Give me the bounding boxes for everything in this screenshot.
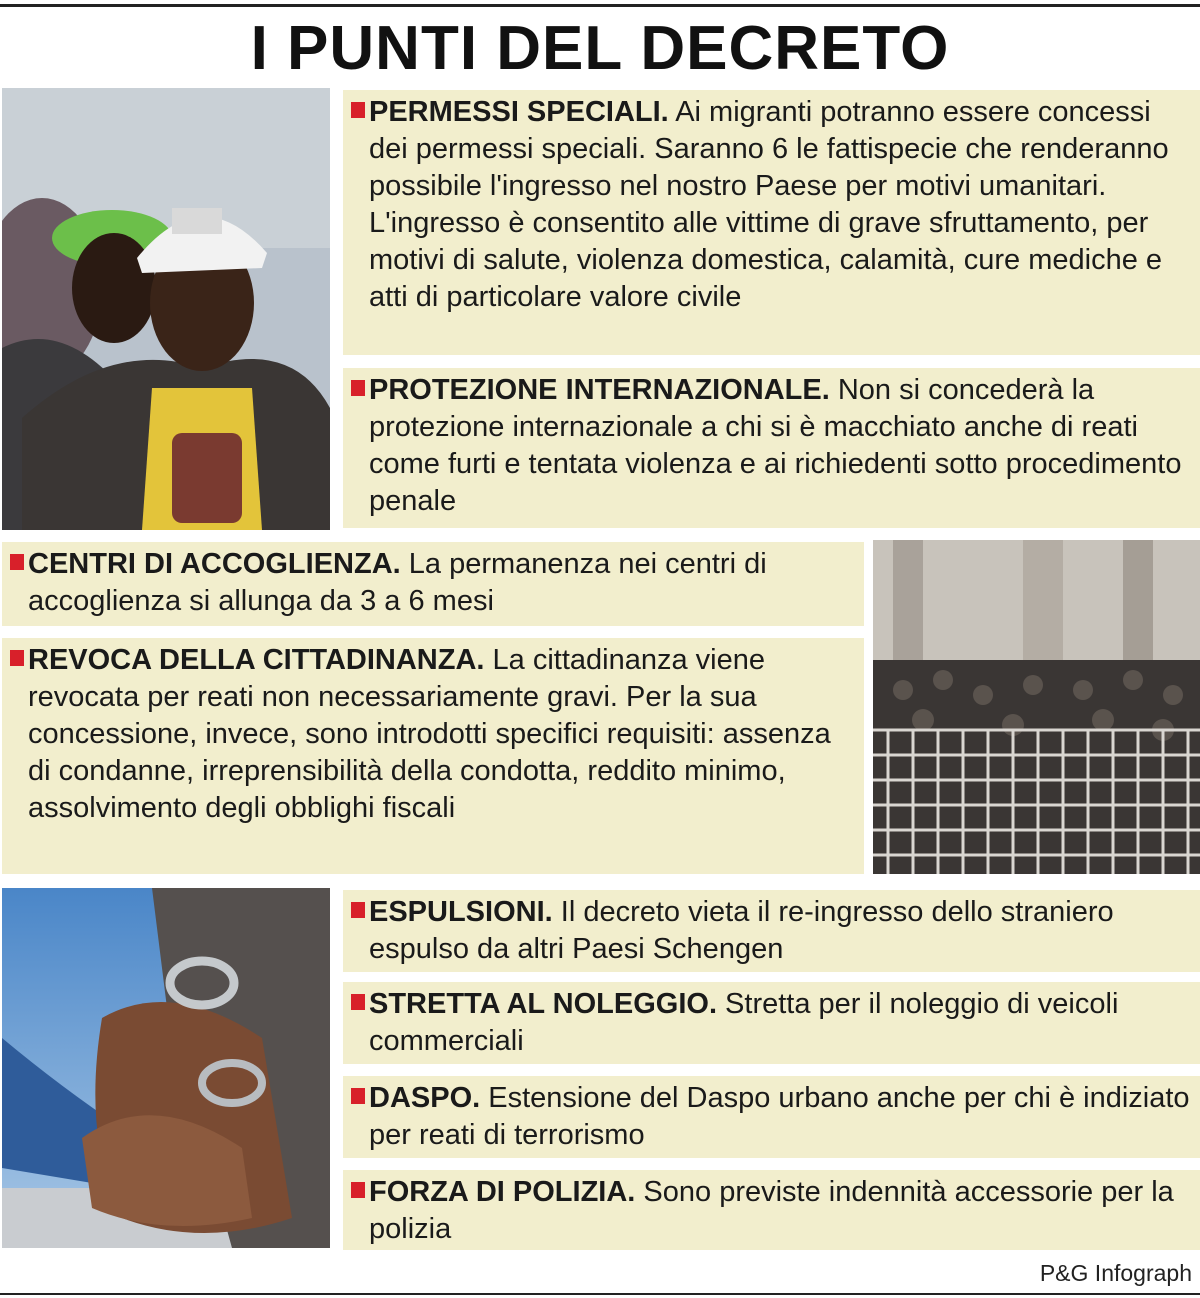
item-protezione-internazionale <box>343 368 1200 528</box>
photo-icon <box>2 888 330 1248</box>
red-square-bullet-icon <box>10 554 24 570</box>
item-revoca-della-cittadinanza <box>2 638 864 874</box>
item-text: Il decreto vieta il re-ingresso dello straniero espulso da altri Paesi Schengen <box>369 896 1114 965</box>
item-text: La permanenza nei centri di accoglienza si allunga da 3 a 6 mesi <box>28 548 767 617</box>
item-espulsioni <box>343 890 1200 972</box>
item-text: Ai migranti potranno essere concessi dei permessi speciali. Saranno 6 le fattispecie che renderanno possibile l'ingresso nel nostro Paese per motivi umanitari. L'ingresso è consentito alle vittime di grave sfruttamento, per motivi di salute, violenza domestica, calamità, cure mediche e atti di particolare valore civile <box>369 96 1169 313</box>
item-heading: FORZA DI POLIZIA. <box>369 1176 636 1208</box>
crowd-behind-fence-photo <box>873 540 1200 874</box>
handcuffed-hands-photo <box>2 888 330 1248</box>
item-heading: PROTEZIONE INTERNAZIONALE. <box>369 374 830 406</box>
red-square-bullet-icon <box>351 380 365 396</box>
item-text: La cittadinanza viene revocata per reati non necessariamente gravi. Per la sua concessione, invece, sono introdotti specifici requisiti: assenza di condanne, irreprensibilità della condotta, reddito minimo, assolvimento degli obblighi fiscali <box>28 644 831 824</box>
item-permessi-speciali <box>343 90 1200 355</box>
migrants-portrait-photo <box>2 88 330 530</box>
item-heading: CENTRI DI ACCOGLIENZA. <box>28 548 401 580</box>
photo-icon <box>2 88 330 530</box>
item-text: Non si concederà la protezione internazionale a chi si è macchiato anche di reati come furti e tentata violenza e ai richiedenti sotto procedimento penale <box>369 374 1182 517</box>
item-heading: PERMESSI SPECIALI. <box>369 96 669 128</box>
item-text: Sono previste indennità accessorie per la polizia <box>369 1176 1174 1245</box>
item-stretta-al-noleggio <box>343 982 1200 1064</box>
red-square-bullet-icon <box>351 902 365 918</box>
red-square-bullet-icon <box>351 1182 365 1198</box>
bottom-rule <box>0 1293 1200 1295</box>
item-centri-di-accoglienza <box>2 542 864 626</box>
red-square-bullet-icon <box>351 1088 365 1104</box>
top-rule <box>0 4 1200 7</box>
red-square-bullet-icon <box>351 102 365 118</box>
item-forza-di-polizia <box>343 1170 1200 1250</box>
item-heading: REVOCA DELLA CITTADINANZA. <box>28 644 485 676</box>
photo-icon <box>873 540 1200 874</box>
item-heading: ESPULSIONI. <box>369 896 553 928</box>
item-heading: STRETTA AL NOLEGGIO. <box>369 988 717 1020</box>
item-heading: DASPO. <box>369 1082 481 1114</box>
page-title: I PUNTI DEL DECRETO <box>250 14 950 83</box>
credit-line: P&G Infograph <box>1039 1260 1192 1286</box>
red-square-bullet-icon <box>10 650 24 666</box>
red-square-bullet-icon <box>351 994 365 1010</box>
item-text: Estensione del Daspo urbano anche per chi è indiziato per reati di terrorismo <box>369 1082 1190 1151</box>
item-text: Stretta per il noleggio di veicoli commerciali <box>369 988 1119 1057</box>
item-daspo <box>343 1076 1200 1158</box>
